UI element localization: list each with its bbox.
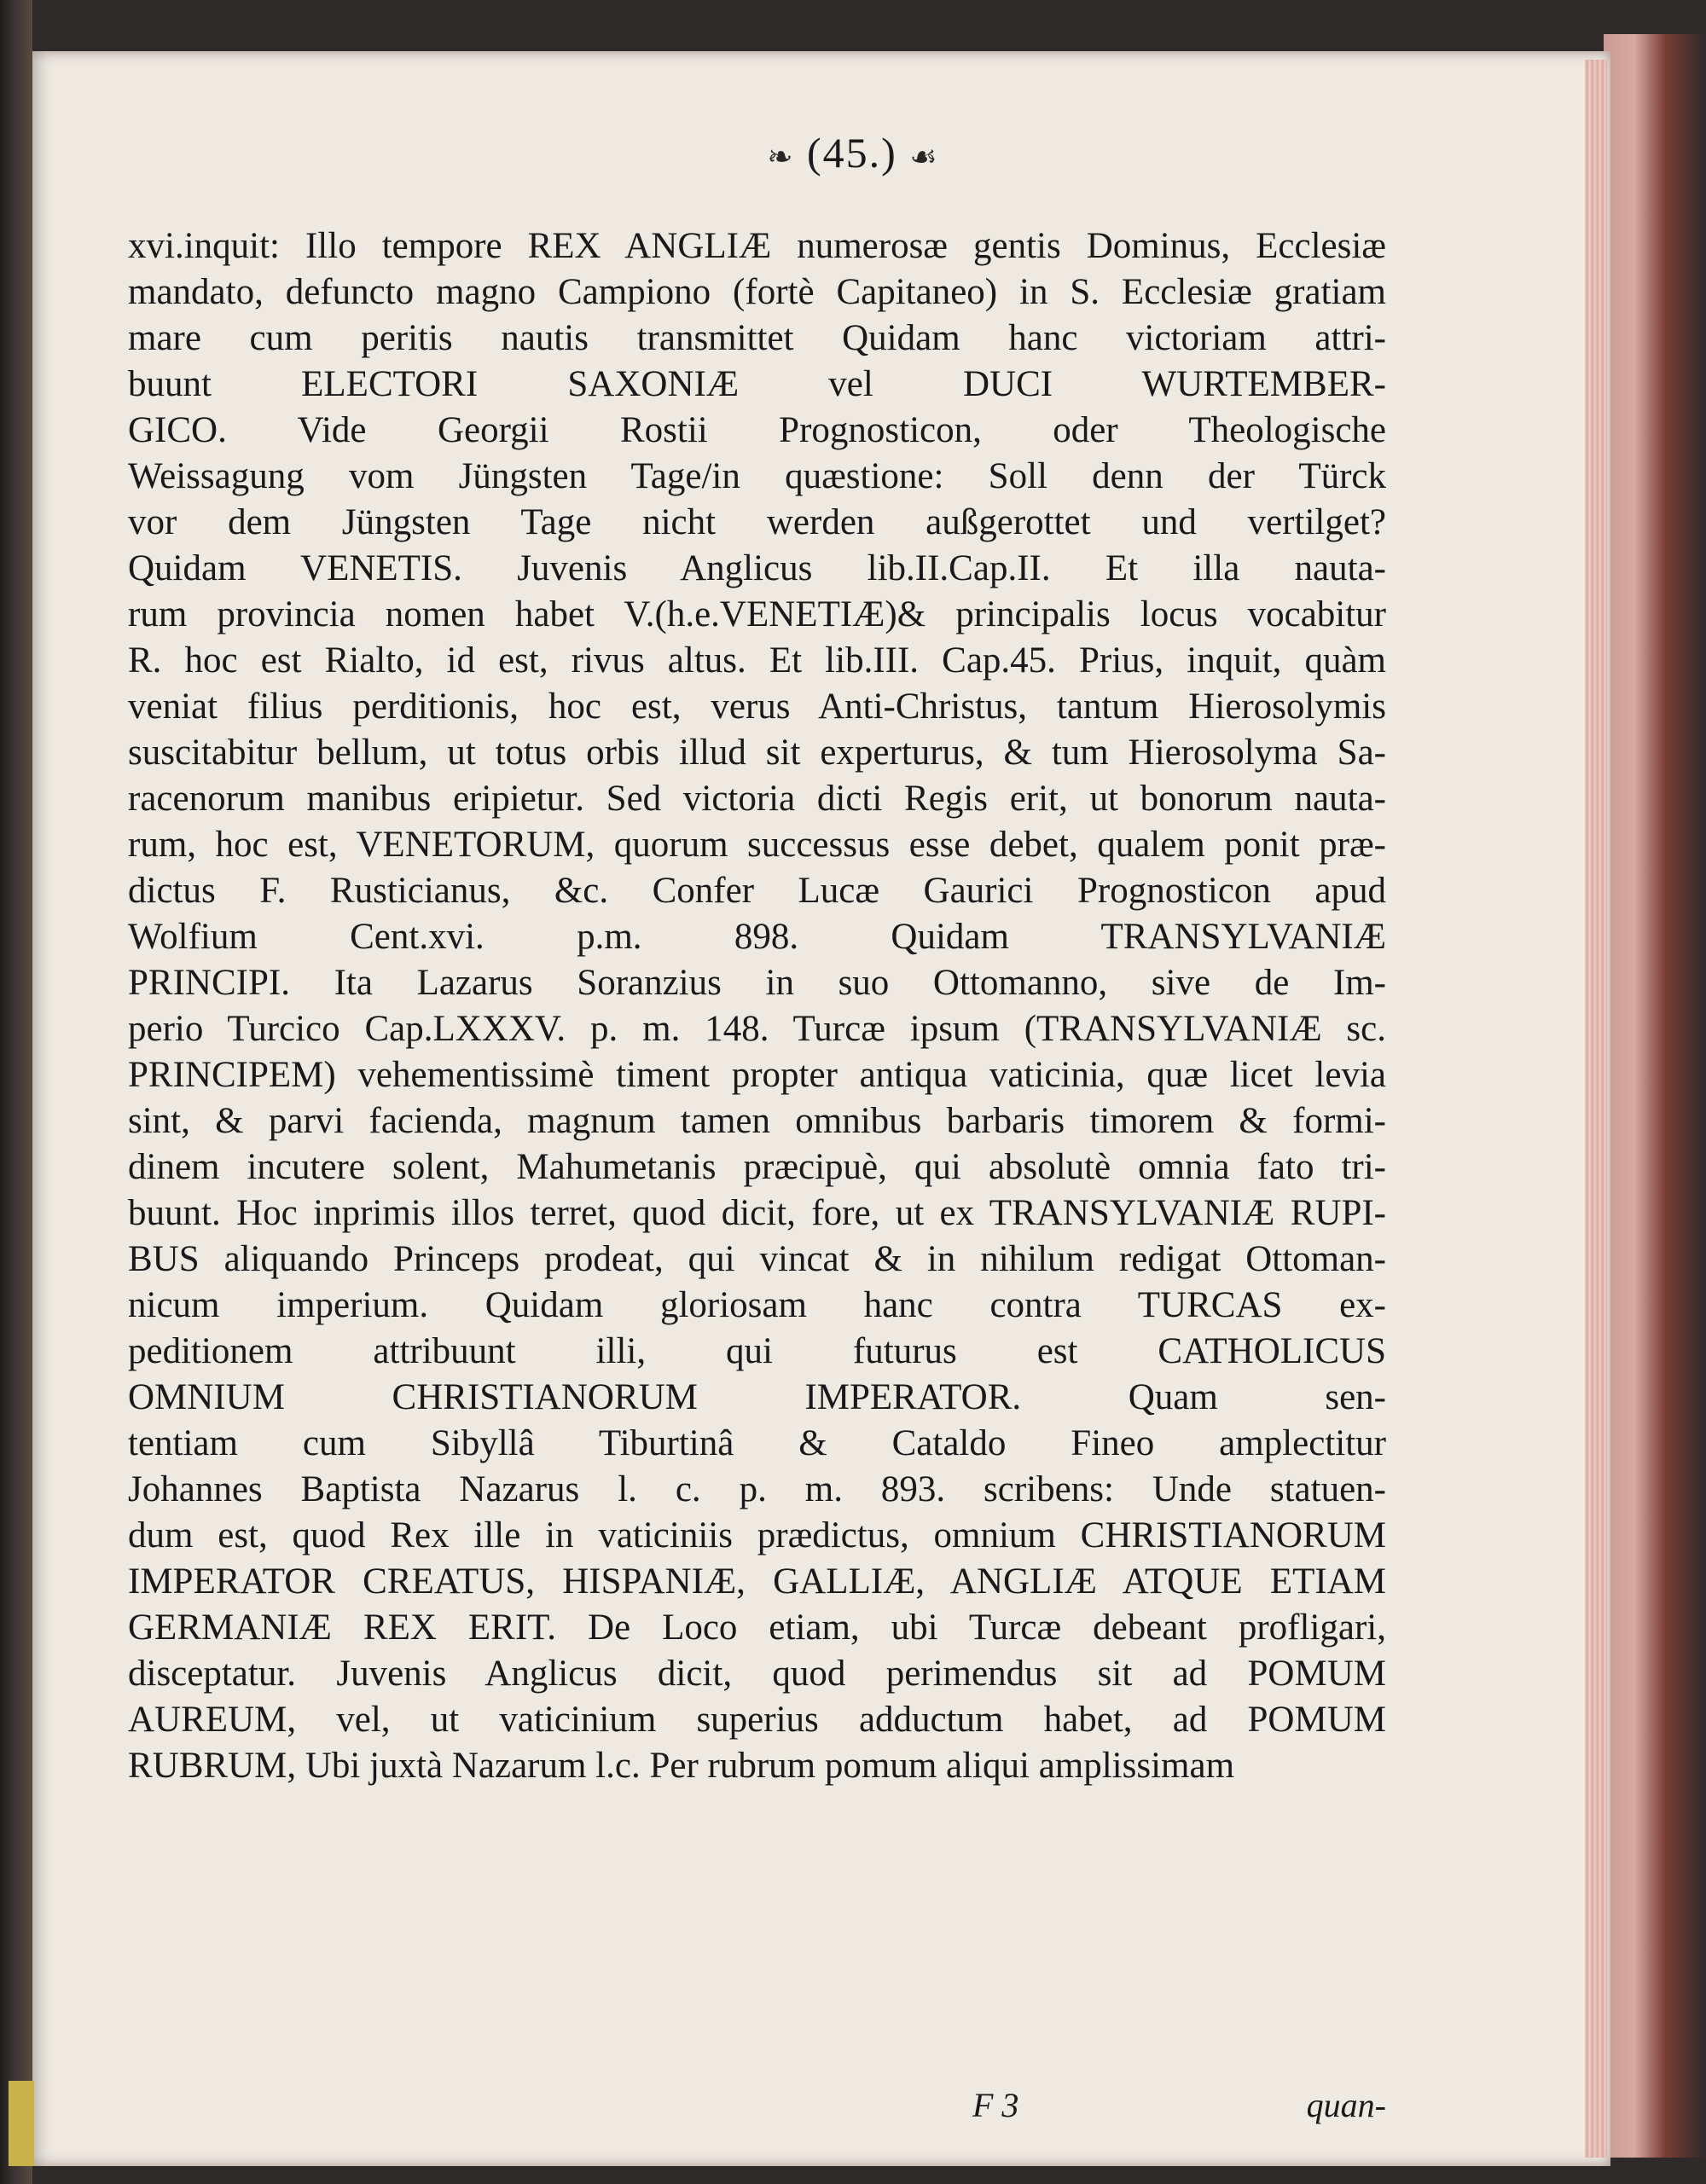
text-line: AUREUM, vel, ut vaticinium superius adductum habet, ad POMUM [128,1700,1386,1740]
text-line: Weissagung vom Jüngsten Tage/in quæstione: Soll denn der Türck [128,456,1386,496]
text-line: xvi.inquit: Illo tempore REX ANGLIÆ numerosæ gentis Dominus, Ecclesiæ [128,226,1386,266]
text-line: disceptatur. Juvenis Anglicus dicit, quod perimendus sit ad POMUM [128,1654,1386,1694]
header-ornament-left: ❧ [767,140,795,174]
text-line: mare cum peritis nautis transmittet Quidam hanc victoriam attri- [128,318,1386,358]
text-line: rum, hoc est, VENETORUM, quorum successus esse debet, qualem ponit præ- [128,825,1386,865]
text-line: dinem incutere solent, Mahumetanis præcipuè, qui absolutè omnia fato tri- [128,1147,1386,1187]
text-line: mandato, defuncto magno Campiono (fortè Capitaneo) in S. Ecclesiæ gratiam [128,272,1386,312]
header-ornament-right: ☙ [909,140,939,174]
text-line: RUBRUM, Ubi juxtà Nazarum l.c. Per rubrum pomum aliqui amplissimam [128,1746,1235,1786]
book-binding [0,0,32,2184]
bookmark-tab [9,2081,34,2166]
text-line: IMPERATOR CREATUS, HISPANIÆ, GALLIÆ, ANGLIÆ ATQUE ETIAM [128,1561,1386,1602]
text-line: buunt. Hoc inprimis illos terret, quod dicit, fore, ut ex TRANSYLVANIÆ RUPI- [128,1193,1386,1233]
text-line: Quidam VENETIS. Juvenis Anglicus lib.II.Cap.II. Et illa nauta- [128,548,1386,588]
text-line: tentiam cum Sibyllâ Tiburtinâ & Cataldo Fineo amplectitur [128,1423,1386,1463]
body-text [128,223,1386,1789]
text-line: GERMANIÆ REX ERIT. De Loco etiam, ubi Turcæ debeant profligari, [128,1608,1386,1648]
text-line: veniat filius perditionis, hoc est, verus Anti-Christus, tantum Hierosolymis [128,686,1386,727]
page-edges [1585,60,1607,2158]
text-line: vor dem Jüngsten Tage nicht werden außgerottet und vertilget? [128,502,1386,542]
text-line: sint, & parvi facienda, magnum tamen omnibus barbaris timorem & formi- [128,1101,1386,1141]
text-line: PRINCIPI. Ita Lazarus Soranzius in suo Ottomanno, sive de Im- [128,963,1386,1003]
page-number: (45.) [807,129,897,177]
text-line: BUS aliquando Princeps prodeat, qui vincat & in nihilum redigat Ottoman- [128,1239,1386,1279]
text-line: R. hoc est Rialto, id est, rivus altus. Et lib.III. Cap.45. Prius, inquit, quàm [128,640,1386,681]
text-line: nicum imperium. Quidam gloriosam hanc contra TURCAS ex- [128,1285,1386,1325]
text-line: perio Turcico Cap.LXXXV. p. m. 148. Turcæ ipsum (TRANSYLVANIÆ sc. [128,1009,1386,1049]
text-line: dictus F. Rusticianus, &c. Confer Lucæ Gaurici Prognosticon apud [128,871,1386,911]
book-cover-edge [1604,34,1706,2158]
text-line: Wolfium Cent.xvi. p.m. 898. Quidam TRANSYLVANIÆ [128,917,1386,957]
page-footer [128,2085,1386,2128]
text-line: Johannes Baptista Nazarus l. c. p. m. 893. scribens: Unde statuen- [128,1469,1386,1509]
text-line: peditionem attribuunt illi, qui futurus est CATHOLICUS [128,1331,1386,1371]
text-line: rum provincia nomen habet V.(h.e.VENETIÆ)& principalis locus vocabitur [128,594,1386,634]
text-line: dum est, quod Rex ille in vaticiniis prædictus, omnium CHRISTIANORUM [128,1515,1386,1555]
text-line: GICO. Vide Georgii Rostii Prognosticon, oder Theologische [128,410,1386,450]
text-line: suscitabitur bellum, ut totus orbis illud sit experturus, & tum Hierosolyma Sa- [128,733,1386,773]
text-line: OMNIUM CHRISTIANORUM IMPERATOR. Quam sen- [128,1377,1386,1417]
catchword: quan- [1306,2086,1386,2124]
text-line: buunt ELECTORI SAXONIÆ vel DUCI WURTEMBER- [128,364,1386,404]
signature-mark: F 3 [972,2086,1019,2124]
text-line: racenorum manibus eripietur. Sed victoria dicti Regis erit, ut bonorum nauta- [128,779,1386,819]
page-header [0,128,1706,177]
text-line: PRINCIPEM) vehementissimè timent propter antiqua vaticinia, quæ licet levia [128,1055,1386,1095]
